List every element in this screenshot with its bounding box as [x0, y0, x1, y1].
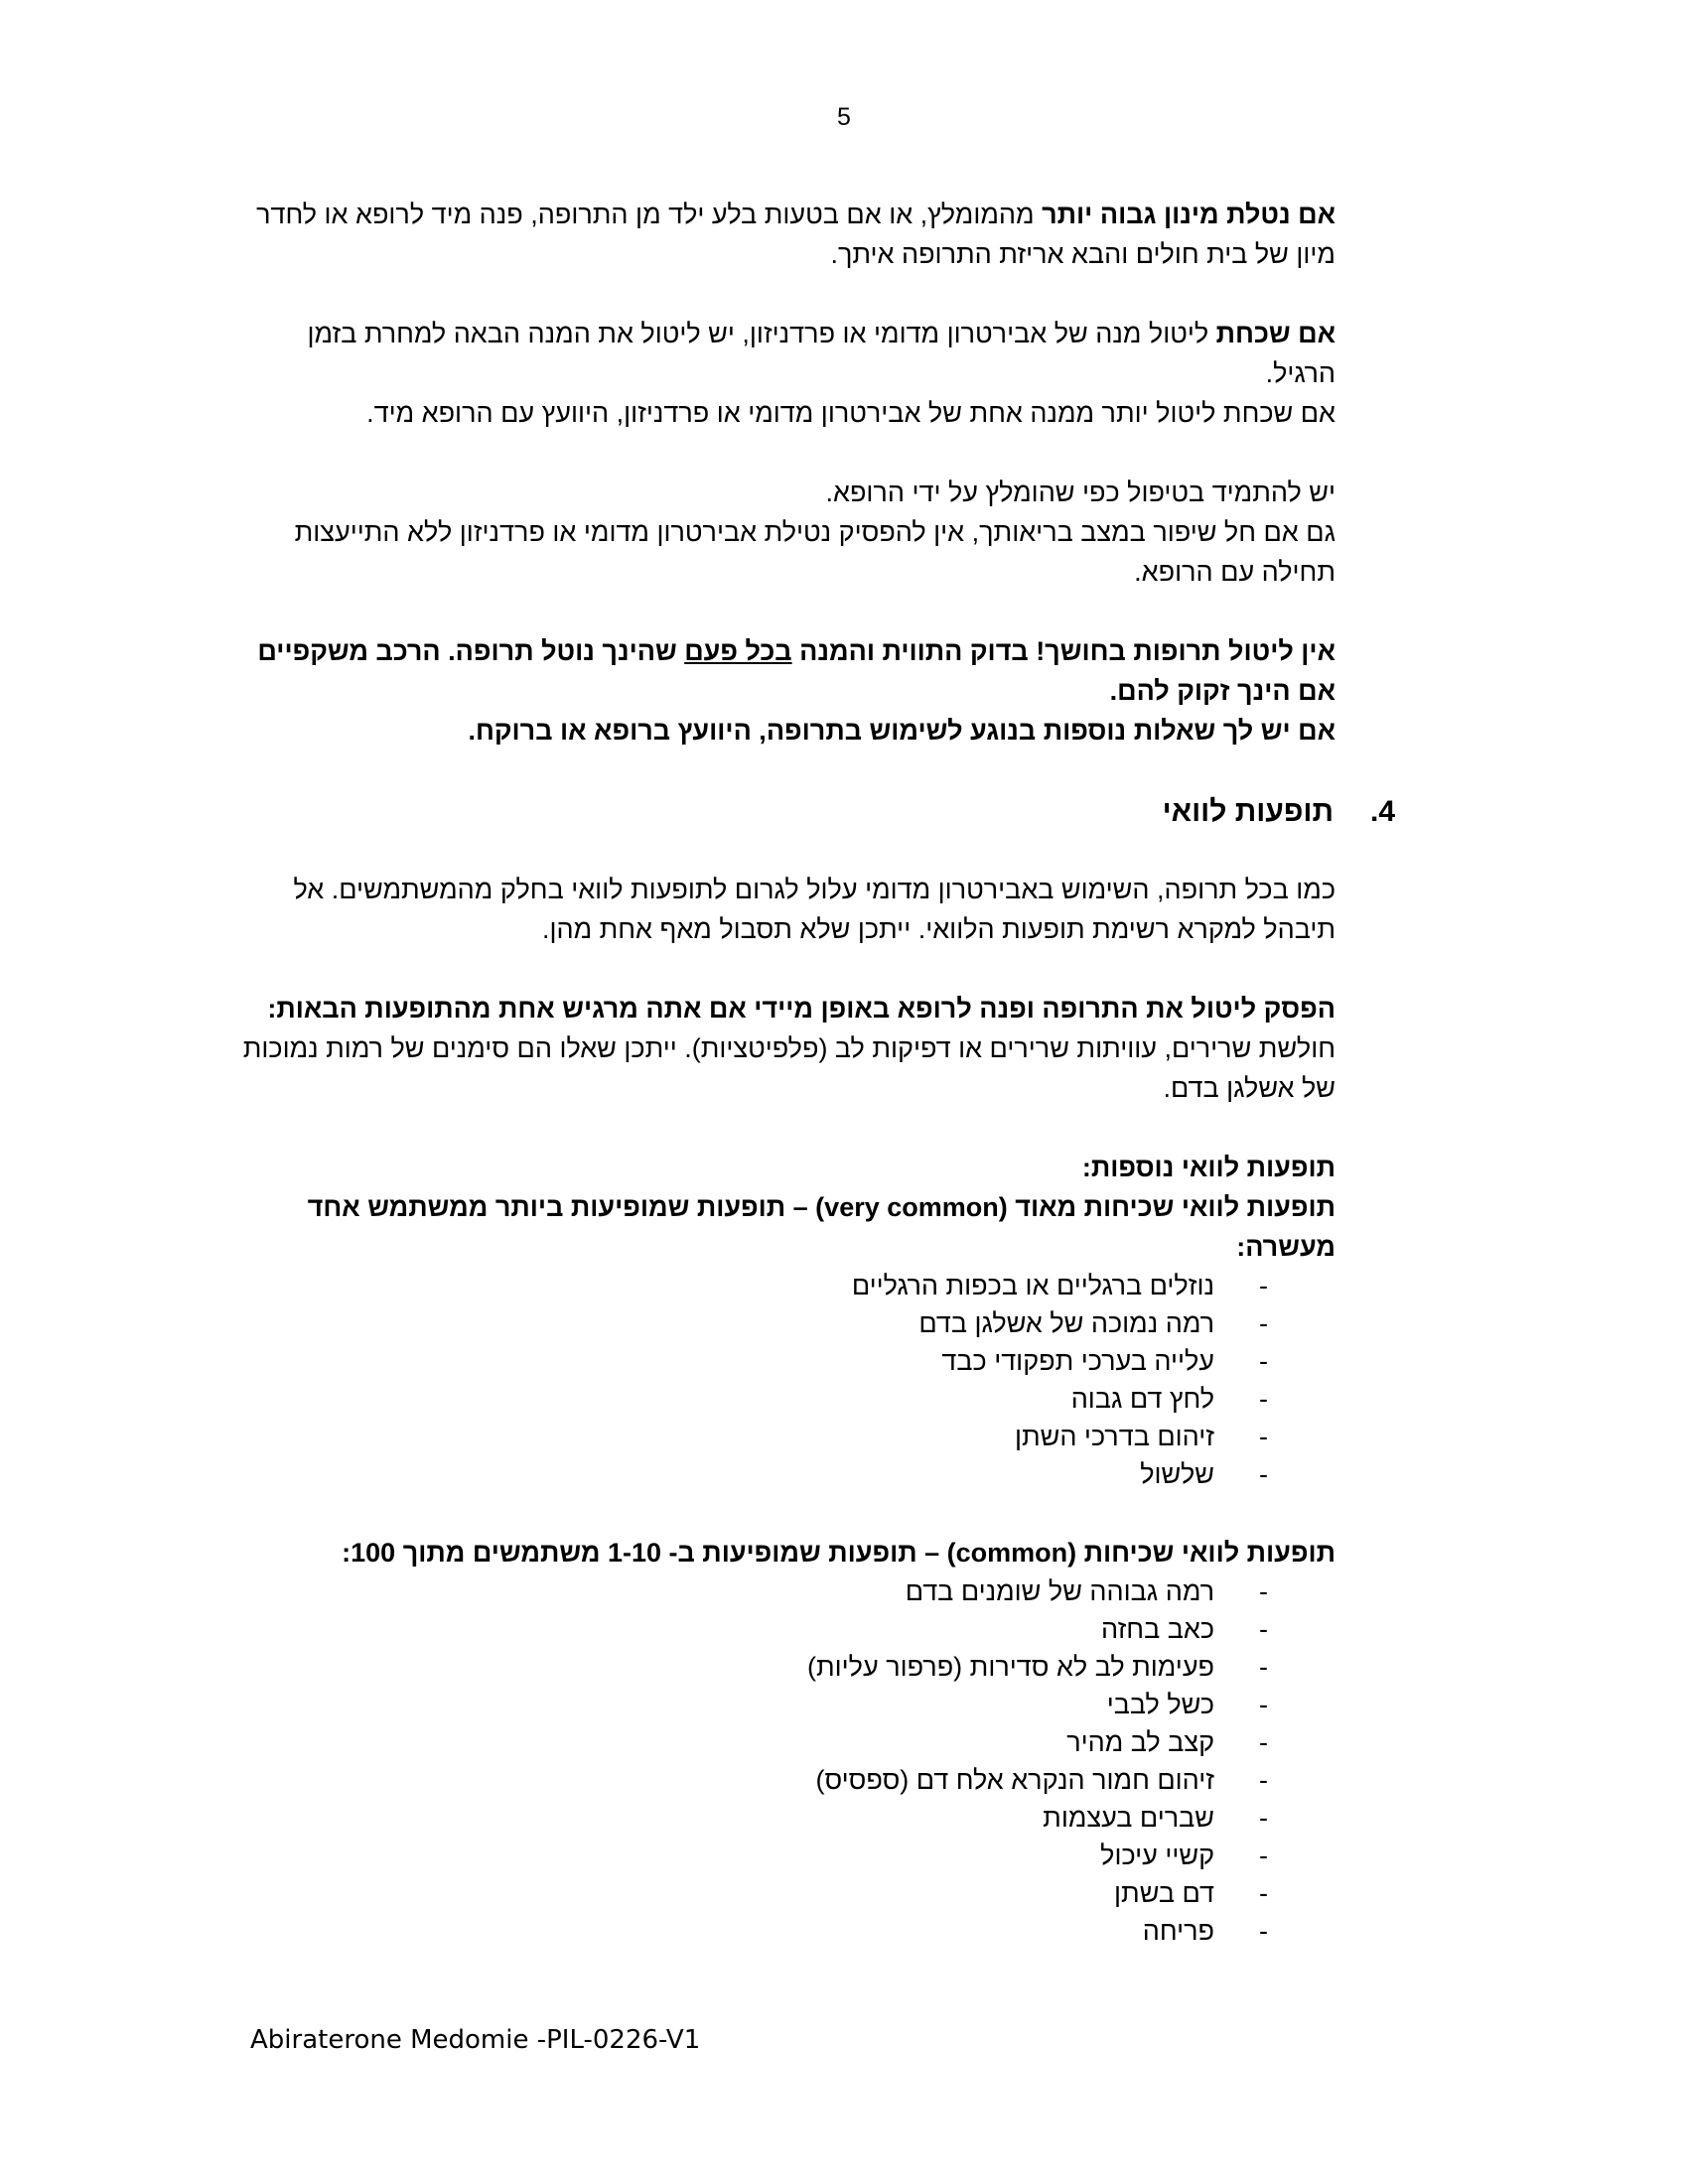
overdose-paragraph: [233, 195, 1336, 274]
bullet-dash: -: [1259, 1614, 1268, 1644]
list-item-text: לחץ דם גבוה: [1070, 1384, 1214, 1414]
list-item: [233, 1686, 1268, 1723]
very-common-list: [233, 1267, 1336, 1493]
bullet-dash: -: [1259, 1803, 1268, 1833]
list-item: [233, 1380, 1268, 1418]
bullet-dash: -: [1259, 1422, 1268, 1451]
bullet-dash: -: [1259, 1765, 1268, 1795]
list-item: [233, 1837, 1268, 1874]
very-common-heading: תופעות לוואי שכיחות מאוד (very common) – תופעות שמופיעות ביותר ממשתמש אחד מעשרה:: [307, 1192, 1336, 1262]
bullet-dash: -: [1259, 1878, 1268, 1908]
questions-paragraph: אם יש לך שאלות נוספות בנוגע לשימוש בתרופה, היוועץ ברופא או ברוקח.: [468, 716, 1336, 746]
list-item: [233, 1342, 1268, 1380]
common-list: [233, 1572, 1336, 1950]
list-item: [233, 1610, 1268, 1648]
bullet-dash: -: [1259, 1459, 1268, 1489]
list-item-text: דם בשתן: [1114, 1878, 1214, 1908]
list-item: [233, 1572, 1268, 1610]
dark-warning-part1: אין ליטול תרופות בחושך! בדוק התווית והמנה: [791, 636, 1336, 666]
list-item: [233, 1455, 1268, 1493]
list-item-text: רמה נמוכה של אשלגן בדם: [918, 1308, 1214, 1338]
list-item-text: נוזלים ברגליים או בכפות הרגליים: [851, 1271, 1214, 1300]
additional-heading: תופעות לוואי נוספות:: [1081, 1153, 1336, 1182]
bullet-dash: -: [1259, 1690, 1268, 1719]
list-item-text: עלייה בערכי תפקודי כבד: [941, 1346, 1214, 1376]
stop-text: חולשת שרירים, עוויתות שרירים או דפיקות לב (פלפיטציות). ייתכן שאלו הם סימנים של רמות נמוכות של אשלגן בדם.: [242, 1033, 1336, 1103]
bullet-dash: -: [1259, 1346, 1268, 1376]
bullet-dash: -: [1259, 1576, 1268, 1606]
side-effects-intro: כמו בכל תרופה, השימוש באבירטרון מדומי עלול לגרום לתופעות לוואי בחלק מהמשתמשים. אל תיבהל למקרא רשימת תופעות הלוואי. ייתכן שלא תסבול מאף אחת מהן.: [293, 875, 1336, 944]
list-item: [233, 1648, 1268, 1686]
section-title: תופעות לוואי: [1162, 795, 1334, 828]
list-item-text: שברים בעצמות: [1043, 1803, 1214, 1833]
bullet-dash: -: [1259, 1308, 1268, 1338]
forgot-bold: אם שכחת: [1215, 319, 1336, 348]
page-number: 5: [837, 103, 851, 131]
list-item-text: פריחה: [1142, 1916, 1214, 1946]
list-item-text: פעימות לב לא סדירות (פרפור עליות): [807, 1652, 1214, 1682]
list-item-text: זיהום בדרכי השתן: [1014, 1422, 1214, 1451]
section-number: 4.: [1369, 795, 1395, 828]
list-item-text: קצב לב מהיר: [1066, 1727, 1214, 1757]
document-footer: Abiraterone Medomie -PIL-0226-V1: [250, 2025, 701, 2055]
dark-warning-part2: שהינך נוטל תרופה. הרכב משקפיים אם הינך זקוק להם.: [257, 636, 1336, 706]
forgot-more-paragraph: אם שכחת ליטול יותר ממנה אחת של אבירטרון מדומי או פרדניזון, היוועץ עם הרופא מיד.: [366, 398, 1336, 428]
list-item: [233, 1267, 1268, 1304]
dark-warning-underline: בכל פעם: [684, 636, 792, 666]
list-item: [233, 1874, 1268, 1912]
bullet-dash: -: [1259, 1841, 1268, 1870]
bullet-dash: -: [1259, 1916, 1268, 1946]
list-item: [233, 1418, 1268, 1455]
list-item: [233, 1799, 1268, 1837]
overdose-text: מהמומלץ, או אם בטעות בלע ילד מן התרופה, פנה מיד לרופא או לחדר מיון של בית חולים והבא אריזת התרופה איתך.: [256, 200, 1336, 269]
list-item-text: כשל לבבי: [1106, 1690, 1214, 1719]
bullet-dash: -: [1259, 1727, 1268, 1757]
dark-warning-paragraph: [233, 631, 1336, 711]
forgot-paragraph: [233, 314, 1336, 393]
list-item-text: רמה גבוהה של שומנים בדם: [905, 1576, 1214, 1606]
list-item: [233, 1723, 1268, 1761]
common-heading: תופעות לוואי שכיחות (common) – תופעות שמופיעות ב- 1-10 משתמשים מתוך 100:: [342, 1538, 1336, 1568]
list-item-text: שלשול: [1140, 1459, 1214, 1489]
document-body: [233, 195, 1395, 1950]
continue-paragraph-2: גם אם חל שיפור במצב בריאותך, אין להפסיק נטילת אבירטרון מדומי או פרדניזון ללא התייעצות תחילה עם הרופא.: [294, 517, 1336, 587]
bullet-dash: -: [1259, 1652, 1268, 1682]
section-heading: [233, 792, 1395, 832]
list-item: [233, 1761, 1268, 1799]
list-item: [233, 1304, 1268, 1342]
bullet-dash: -: [1259, 1384, 1268, 1414]
overdose-bold: אם נטלת מינון גבוה יותר: [1042, 200, 1336, 229]
list-item: [233, 1912, 1268, 1950]
bullet-dash: -: [1259, 1271, 1268, 1300]
list-item-text: כאב בחזה: [1101, 1614, 1214, 1644]
stop-heading: הפסק ליטול את התרופה ופנה לרופא באופן מיידי אם אתה מרגיש אחת מהתופעות הבאות:: [267, 994, 1336, 1024]
list-item-text: זיהום חמור הנקרא אלח דם (ספסיס): [815, 1765, 1214, 1795]
continue-paragraph-1: יש להתמיד בטיפול כפי שהומלץ על ידי הרופא.: [825, 478, 1336, 507]
forgot-text: ליטול מנה של אבירטרון מדומי או פרדניזון, יש ליטול את המנה הבאה למחרת בזמן הרגיל.: [307, 319, 1336, 388]
list-item-text: קשיי עיכול: [1100, 1841, 1214, 1870]
